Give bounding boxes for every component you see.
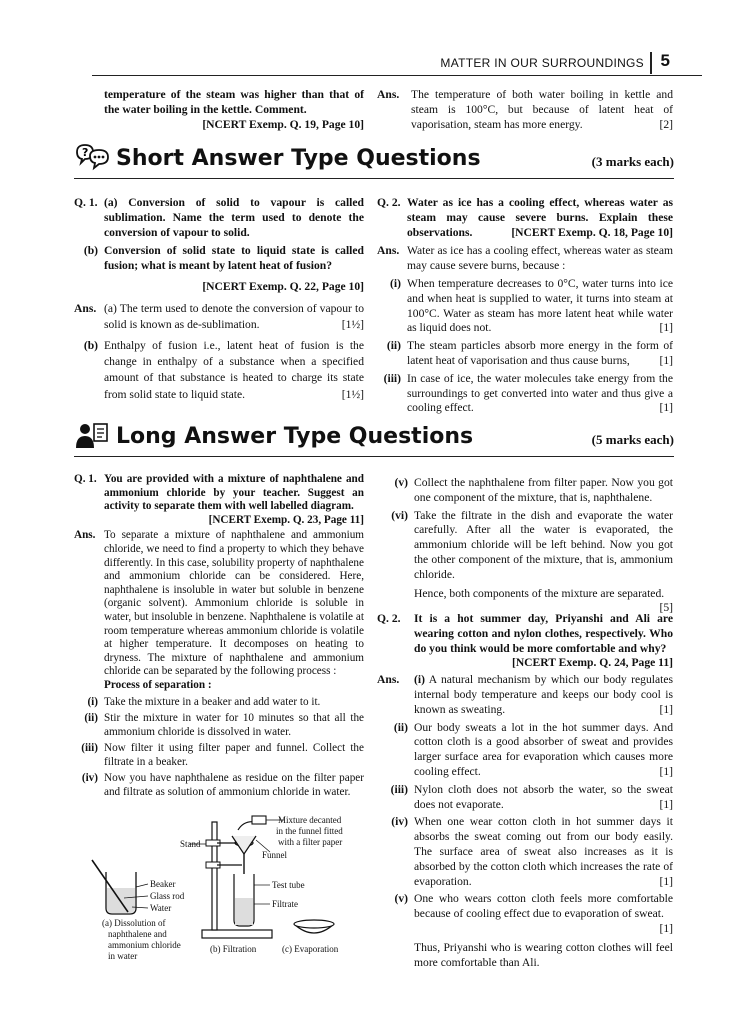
item-text: The steam particles absorb more energy in the form of latent heat of vaporisation and thus cause burns, — [407, 339, 673, 367]
marks: [1½] — [341, 387, 364, 401]
short-q1 — [74, 196, 364, 403]
item-label: (ii) — [386, 339, 401, 353]
item-label: (v) — [394, 892, 408, 906]
item-label: (v) — [394, 476, 408, 489]
list-item — [377, 339, 673, 369]
section-marks: (3 marks each) — [591, 154, 674, 169]
section-rule — [74, 456, 674, 457]
item-text: When one wear cotton cloth in hot summer days it absorbs the sweat coming out from our body easily. The surface area of sweat also increases as it is absorbed by the cotton cloth which increases the rate of evaporation. — [414, 815, 673, 888]
item-text: Now you have naphthalene as residue on the filter paper and filtrate as solution of ammonium chloride in water. — [104, 772, 364, 799]
student-notes-icon — [74, 420, 112, 452]
list-item — [377, 892, 673, 936]
caption-a-line1: (a) Dissolution of — [102, 918, 166, 928]
list-item — [74, 712, 364, 739]
item-label: (iii) — [383, 371, 401, 385]
marks: [1] — [659, 921, 673, 935]
top-question-ref: [NCERT Exemp. Q. 19, Page 10] — [202, 117, 364, 131]
section-title: Short Answer Type Questions — [116, 146, 481, 171]
marks: [2] — [659, 117, 673, 131]
list-item — [74, 772, 364, 799]
caption-a-line2: naphthalene and — [108, 929, 167, 939]
label-funnel: Funnel — [262, 850, 288, 860]
top-answer-text: The temperature of both water boiling in kettle and steam is 100°C, but because of latent heat of vaporisation, steam has more energy. — [411, 88, 673, 131]
list-item — [377, 476, 673, 506]
caption-a-line3: ammonium chloride — [108, 940, 181, 950]
short-answer-section-header — [74, 142, 674, 178]
short-q2 — [377, 196, 673, 416]
label-glass-rod: Glass rod — [150, 891, 185, 901]
answer-label: Ans. — [74, 529, 96, 542]
item-label: (i) — [87, 695, 98, 708]
question-bubble-icon — [74, 142, 112, 174]
question-ref: [NCERT Exemp. Q. 22, Page 10] — [202, 279, 364, 293]
chapter-title: MATTER IN OUR SURROUNDINGS — [440, 56, 644, 70]
list-item — [377, 509, 673, 583]
long-q1-continued — [377, 473, 673, 616]
marks: [5] — [659, 601, 673, 615]
question-text: It is a hot summer day, Priyanshi and Ali are wearing cotton and nylon clothes, respectively. Who do you think would be more comfortable and why? — [414, 612, 673, 655]
question-part-a: (a) Conversion of solid to vapour is called sublimation. Name the term used to denote the conversion of vapour to solid. — [104, 196, 364, 239]
item-label: (iv) — [81, 772, 98, 785]
beaker-diagram — [92, 860, 185, 961]
item-text: In case of ice, the water molecules take energy from the surroundings to get converted into water and thus give a cooling effect. — [407, 371, 673, 415]
answer-points — [377, 277, 673, 416]
answer-label: Ans. — [377, 244, 400, 258]
answer-label: Ans. — [377, 673, 400, 687]
list-item — [377, 372, 673, 416]
answer-part-a: (a) The term used to denote the conversion of vapour to solid is known as de-sublimation. — [104, 301, 364, 332]
list-item — [377, 815, 673, 889]
question-ref: [NCERT Exemp. Q. 18, Page 10] — [511, 225, 673, 239]
marks: [1] — [659, 401, 673, 415]
answer-part-b: Enthalpy of fusion i.e., latent heat of fusion is the change in enthalpy of a substance when a specified amount of that substance is heated to charge its state from solid state to liquid state. — [104, 338, 364, 401]
conclusion-text: Hence, both components of the mixture are separated. — [414, 586, 665, 600]
item-label: (ii) — [393, 720, 408, 734]
answer-points — [377, 721, 673, 937]
question-number: Q. 2. — [377, 196, 401, 209]
item-text: Collect the naphthalene from filter paper. Now you got one component of the mixture, that is, naphthalene. — [414, 476, 673, 504]
process-steps — [74, 696, 364, 800]
evaporation-diagram — [282, 920, 339, 954]
label-beaker: Beaker — [150, 879, 176, 889]
top-question-text: temperature of the steam was higher than that of the water boiling in the kettle. Comment. — [104, 88, 364, 116]
part-label: (b) — [83, 338, 98, 352]
list-item — [377, 783, 673, 813]
question-number: Q. 1. — [74, 473, 97, 485]
question-ref: [NCERT Exemp. Q. 24, Page 11] — [511, 656, 673, 670]
marks: [1] — [659, 321, 673, 335]
list-item — [74, 696, 364, 710]
question-part-b: Conversion of solid state to liquid state is called fusion; what is meant by latent heat of fusion? — [104, 244, 364, 273]
item-text: Take the mixture in a beaker and add water to it. — [104, 695, 321, 708]
answer-label: Ans. — [377, 88, 400, 101]
list-item — [377, 721, 673, 780]
item-text: Our body sweats a lot in the hot summer days. And cotton cloth is a good absorber of sweat and provides larger surface area for evaporation which causes more cooling effect. — [414, 720, 673, 778]
label-mixture-line1: Mixture decanted — [278, 815, 342, 825]
question-ref: [NCERT Exemp. Q. 23, Page 11] — [208, 513, 364, 526]
page-number: 5 — [660, 51, 670, 70]
caption-c: (c) Evaporation — [282, 944, 339, 954]
label-test-tube: Test tube — [272, 880, 305, 890]
section-rule — [74, 178, 674, 179]
item-text: Take the filtrate in the dish and evaporate the water carefully. After all the water is evaporated, the ammonium chloride will be left behind. Now you got the other component of the mixture, that is, ammonium chloride. — [414, 508, 673, 581]
marks: [1] — [659, 702, 673, 716]
caption-a-line4: in water — [108, 951, 138, 961]
marks: [1] — [659, 797, 673, 811]
label-mixture-line2: in the funnel fitted — [276, 826, 343, 836]
label-stand: Stand — [180, 839, 201, 849]
item-text: Nylon cloth does not absorb the water, so the sweat does not evaporate. — [414, 782, 673, 811]
question-number: Q. 2. — [377, 612, 401, 625]
top-answer — [377, 88, 673, 132]
answer-text: To separate a mixture of naphthalene and ammonium chloride, we need to find a property to which they behave differently. In this case, solubility property of naphthalene and ammonium chloride can be considered. Here, naphthalene is insoluble in water but soluble in benzene (organic solvent). Ammonium chloride is soluble in water, but insoluble in benzene. Naphthalene is volatile at room temperature whereas ammonium chloride is volatile at higher temperature. It decomposes on heating to dryness. The mixture of naphthalene and ammonium chloride can be separated by the following process : — [104, 529, 364, 678]
item-text: A natural mechanism by which our body regulates internal body temperature and keeps our body cool is known as sweating. — [414, 673, 673, 716]
long-answer-section-header — [74, 420, 674, 456]
answer-intro: Water as ice has a cooling effect, whereas water as steam may cause severe burns, because : — [407, 244, 673, 273]
item-label: (iii) — [81, 742, 98, 755]
item-text: When temperature decreases to 0°C, water turns into ice and when heat is supplied to water, it turns into steam at 100°C. Water as steam has more latent heat while water as liquid does not. — [407, 276, 673, 335]
question-text: Water as ice has a cooling effect, whereas water as steam may cause severe burns. Explain these observations. — [407, 196, 673, 239]
item-text: Now filter it using filter paper and funnel. Collect the filtrate in a beaker. — [104, 742, 364, 768]
item-label: (iv) — [391, 815, 408, 829]
question-text: You are provided with a mixture of naphthalene and ammonium chloride by your teacher. Suggest an activity to separate them with well labelled diagram. — [104, 473, 364, 513]
section-marks: (5 marks each) — [591, 432, 674, 447]
part-label: (b) — [83, 244, 98, 258]
list-item — [74, 742, 364, 769]
marks: [1] — [659, 764, 673, 778]
process-steps-continued — [377, 476, 673, 583]
item-label: (vi) — [391, 508, 408, 522]
label-mixture-line3: with a filter paper — [278, 837, 343, 847]
long-q2 — [377, 612, 673, 970]
section-title: Long Answer Type Questions — [116, 424, 474, 449]
caption-b: (b) Filtration — [210, 944, 257, 954]
header-divider — [650, 52, 652, 74]
item-label: (ii) — [84, 712, 98, 725]
list-item — [377, 277, 673, 336]
svg-text:?: ? — [82, 146, 89, 159]
page-header — [0, 48, 742, 78]
question-number: Q. 1. — [74, 196, 98, 209]
top-question — [74, 88, 364, 132]
item-label: (i) — [390, 276, 401, 290]
item-label: (iii) — [390, 782, 408, 796]
marks: [1] — [659, 874, 673, 888]
separation-apparatus-figure — [84, 812, 374, 972]
label-filtrate: Filtrate — [272, 899, 298, 909]
process-title: Process of separation : — [104, 678, 212, 691]
header-rule — [92, 75, 702, 76]
item-text: Stir the mixture in water for 10 minutes so that all the ammonium chloride is dissolved in water. — [104, 712, 364, 738]
long-q1 — [74, 473, 364, 800]
answer-first-point — [414, 673, 673, 716]
item-label: (i) — [414, 673, 425, 687]
marks: [1] — [659, 353, 673, 367]
label-water: Water — [150, 903, 172, 913]
conclusion-text: Thus, Priyanshi who is wearing cotton clothes will feel more comfortable than Ali. — [414, 940, 673, 969]
item-text: One who wears cotton cloth feels more comfortable because of cooling effect due to evaporation of sweat. — [414, 892, 673, 921]
marks: [1½] — [341, 318, 364, 332]
answer-label: Ans. — [74, 301, 97, 315]
